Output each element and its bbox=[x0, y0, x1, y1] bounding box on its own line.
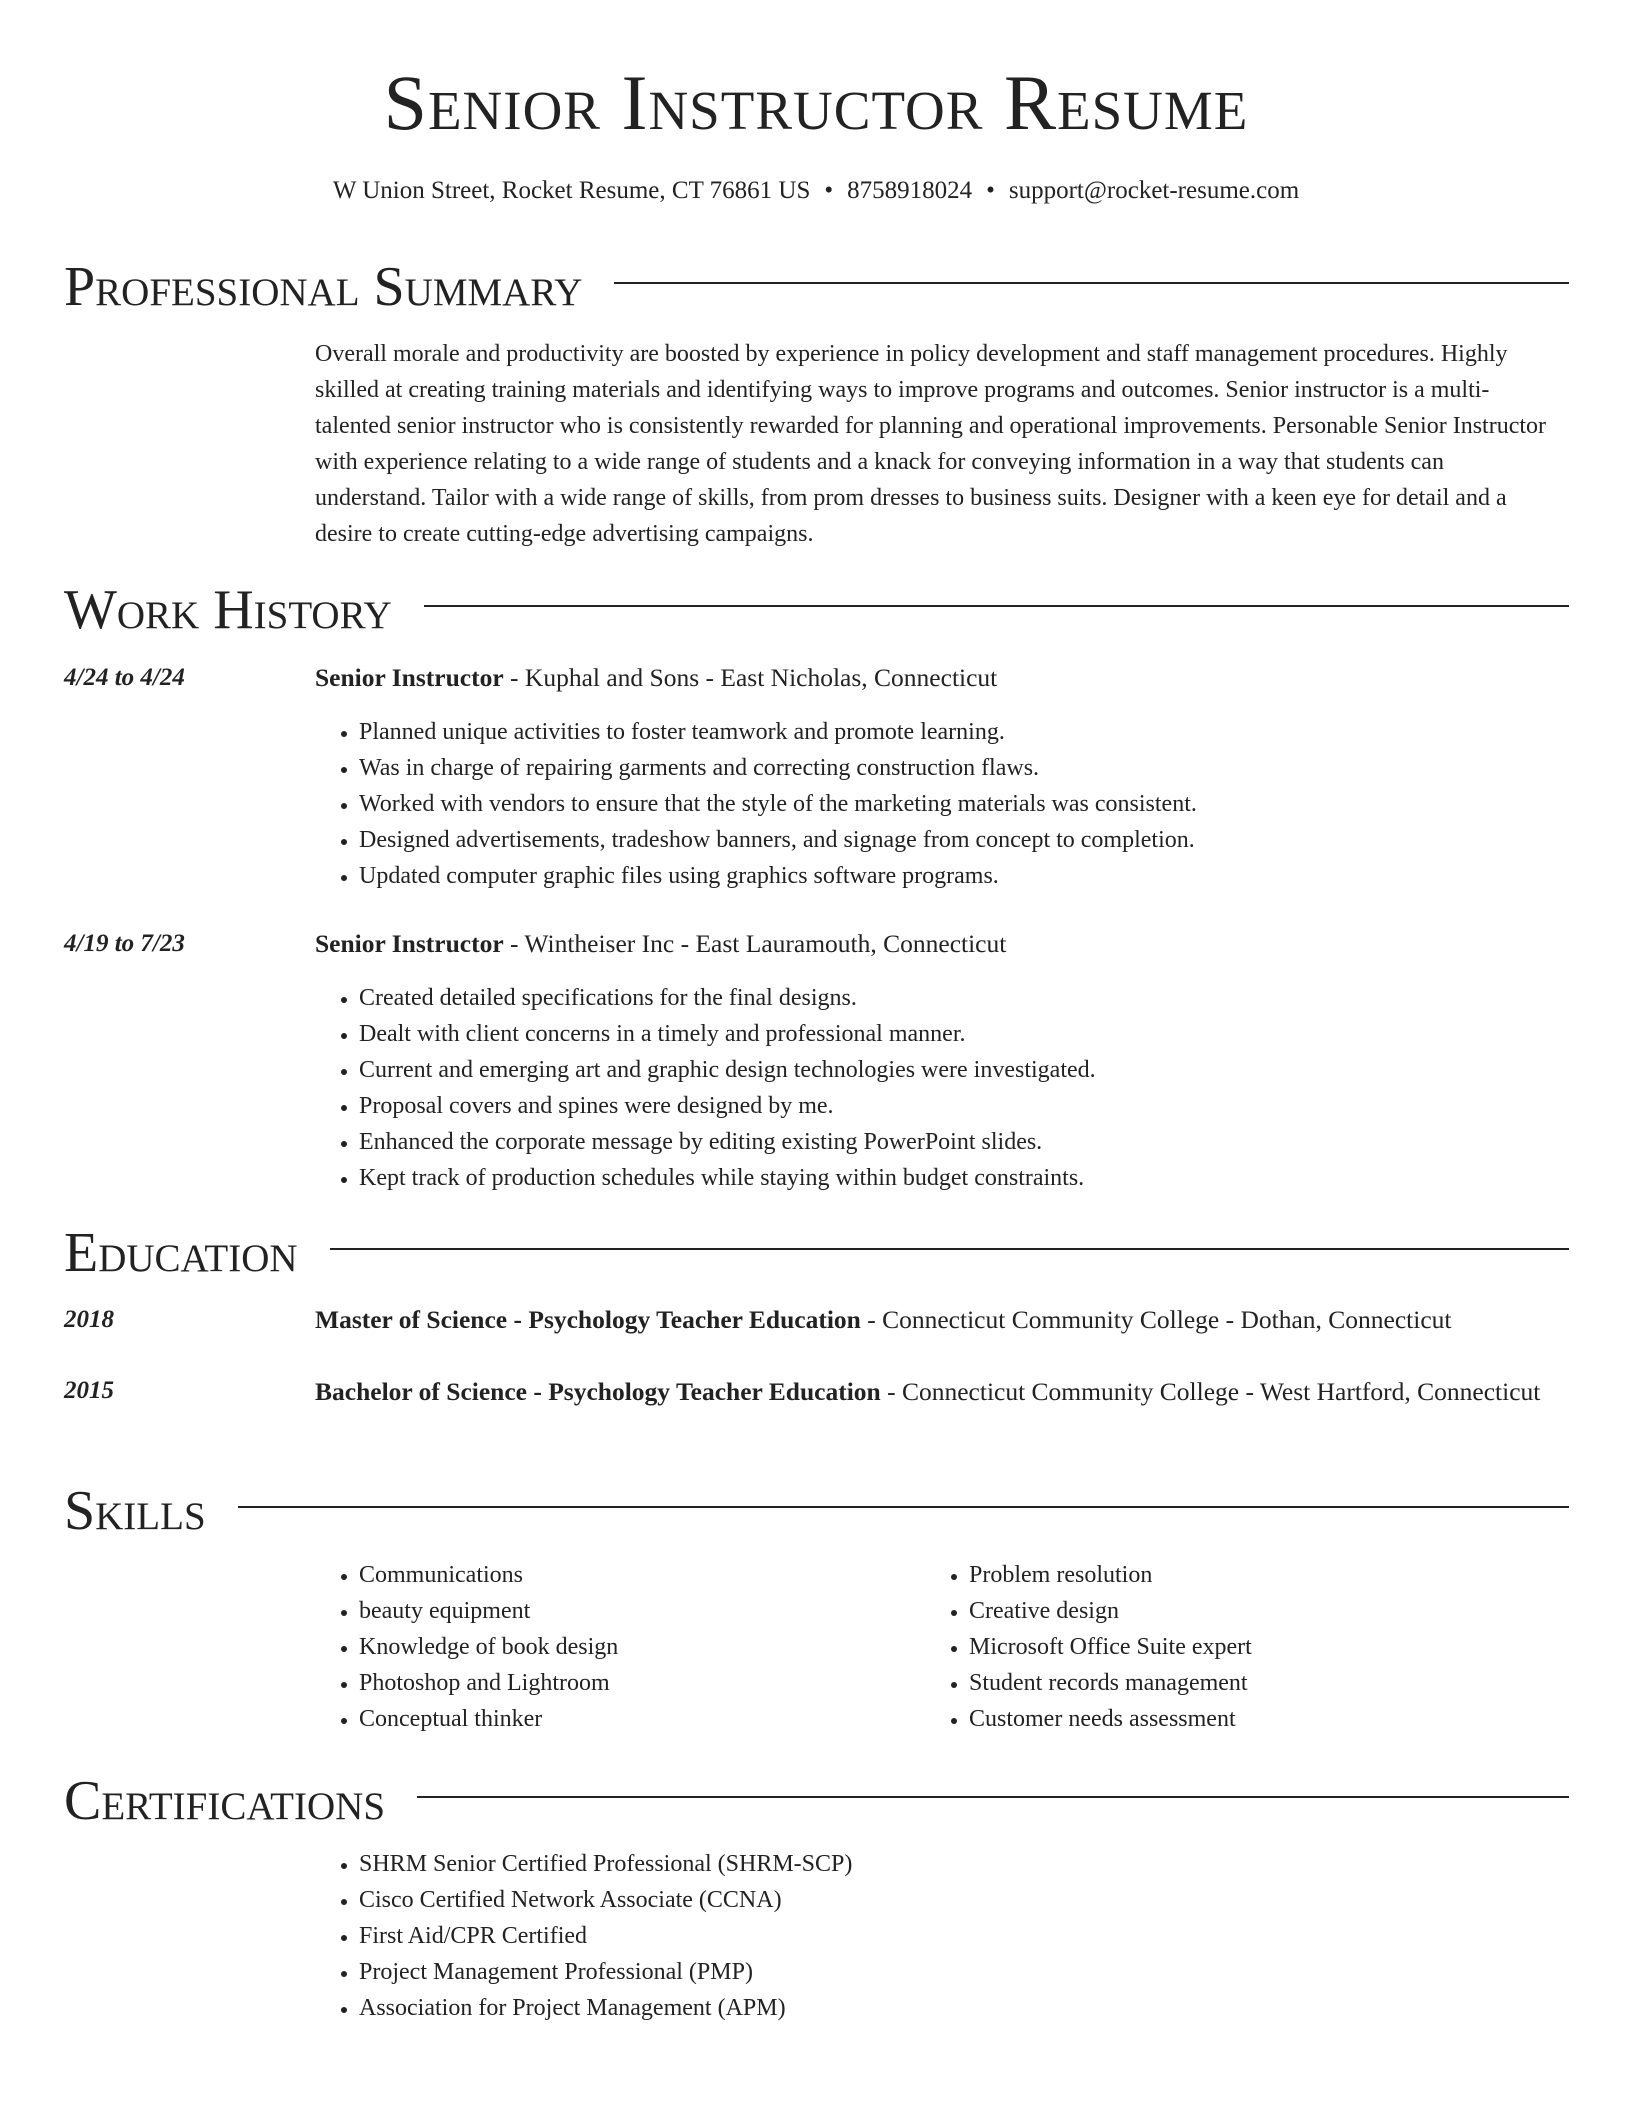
list-item: • Knowledge of book design bbox=[359, 1629, 618, 1665]
summary-text: Overall morale and productivity are boosted by experience in policy development and staff management procedures. Highly skilled at creating training materials and identifying ways to improve programs and outcomes. Senior instructor is a multi-talented senior instructor who is consistently rewarded for planning and operational improvements. Personable Senior Instructor with experience relating to a wide range of students and a knack for conveying information in a way that students can understand. Tailor with a wide range of skills, from prom dresses to business suits. Designer with a keen eye for detail and a desire to create cutting-edge advertising campaigns. bbox=[315, 341, 1547, 547]
section-header-education bbox=[64, 1218, 1569, 1288]
section-divider bbox=[424, 605, 1569, 607]
job-dates: 4/19 to 7/23 bbox=[64, 930, 185, 957]
section-header-work bbox=[64, 575, 1569, 645]
school-details: - Connecticut Community College - Dothan, Connecticut bbox=[860, 1305, 1452, 1334]
list-item: • Association for Project Management (APM) bbox=[359, 1990, 852, 2026]
list-item: • Planned unique activities to foster teamwork and promote learning. bbox=[359, 714, 1197, 750]
job-dates: 4/24 to 4/24 bbox=[64, 664, 185, 691]
list-item: • First Aid/CPR Certified bbox=[359, 1918, 852, 1954]
list-item: • Updated computer graphic files using graphics software programs. bbox=[359, 858, 1197, 894]
skills-list-right bbox=[925, 1557, 1252, 1737]
contact-phone: 8758918024 bbox=[847, 177, 973, 204]
list-item: • Conceptual thinker bbox=[359, 1701, 618, 1737]
contact-separator: • bbox=[986, 177, 995, 204]
education-year: 2018 bbox=[64, 1306, 114, 1333]
list-item: • Student records management bbox=[969, 1665, 1252, 1701]
list-item: • Microsoft Office Suite expert bbox=[969, 1629, 1252, 1665]
section-header-summary bbox=[64, 252, 1569, 322]
list-item: • Dealt with client concerns in a timely and professional manner. bbox=[359, 1016, 1096, 1052]
list-item: • Creative design bbox=[969, 1593, 1252, 1629]
contact-email[interactable]: support@rocket-resume.com bbox=[1008, 177, 1300, 204]
list-item: • Current and emerging art and graphic design technologies were investigated. bbox=[359, 1052, 1096, 1088]
section-title-summary: Professional Summary bbox=[64, 256, 583, 318]
education-year: 2015 bbox=[64, 1377, 114, 1404]
section-title-work: Work History bbox=[64, 579, 392, 641]
resume-title: Senior Instructor Resume bbox=[383, 59, 1249, 146]
job-heading bbox=[315, 926, 1560, 962]
list-item: • Created detailed specifications for the final designs. bbox=[359, 980, 1096, 1016]
contact-address: W Union Street, Rocket Resume, CT 76861 US bbox=[332, 177, 811, 204]
section-title-education: Education bbox=[64, 1222, 298, 1284]
section-divider bbox=[417, 1796, 1569, 1798]
list-item: • SHRM Senior Certified Professional (SHRM-SCP) bbox=[359, 1846, 852, 1882]
list-item: • Was in charge of repairing garments and correcting construction flaws. bbox=[359, 750, 1197, 786]
section-header-certifications bbox=[64, 1766, 1569, 1836]
education-entry bbox=[315, 1302, 1560, 1338]
job-title: Senior Instructor bbox=[315, 663, 504, 692]
certifications-list bbox=[315, 1846, 852, 2026]
contact-separator: • bbox=[824, 177, 834, 204]
list-item: • Problem resolution bbox=[969, 1557, 1252, 1593]
section-title-certifications: Certifications bbox=[64, 1770, 386, 1832]
list-item: • Customer needs assessment bbox=[969, 1701, 1252, 1737]
list-item: • Communications bbox=[359, 1557, 618, 1593]
job-heading bbox=[315, 660, 1560, 696]
job-bullets bbox=[315, 714, 1197, 894]
job-bullets bbox=[315, 980, 1096, 1196]
section-divider bbox=[238, 1506, 1569, 1508]
job-title: Senior Instructor bbox=[315, 929, 504, 958]
list-item: • Enhanced the corporate message by editing existing PowerPoint slides. bbox=[359, 1124, 1096, 1160]
list-item: • beauty equipment bbox=[359, 1593, 618, 1629]
list-item: • Photoshop and Lightroom bbox=[359, 1665, 618, 1701]
job-details: - Kuphal and Sons - East Nicholas, Connecticut bbox=[503, 663, 998, 692]
list-item: • Kept track of production schedules while staying within budget constraints. bbox=[359, 1160, 1096, 1196]
degree-title: Bachelor of Science - Psychology Teacher Education bbox=[315, 1377, 881, 1406]
section-header-skills bbox=[64, 1476, 1569, 1546]
list-item: • Worked with vendors to ensure that the style of the marketing materials was consistent. bbox=[359, 786, 1197, 822]
school-details: - Connecticut Community College - West Hartford, Connecticut bbox=[880, 1377, 1541, 1406]
section-divider bbox=[330, 1248, 1569, 1250]
contact-line bbox=[0, 174, 1632, 208]
skills-list-left bbox=[315, 1557, 618, 1737]
education-entry bbox=[315, 1373, 1560, 1411]
job-details: - Wintheiser Inc - East Lauramouth, Connecticut bbox=[503, 929, 1007, 958]
list-item: • Cisco Certified Network Associate (CCNA) bbox=[359, 1882, 852, 1918]
degree-title: Master of Science - Psychology Teacher Education bbox=[315, 1305, 861, 1334]
list-item: • Proposal covers and spines were designed by me. bbox=[359, 1088, 1096, 1124]
section-title-skills: Skills bbox=[64, 1480, 206, 1542]
list-item: • Designed advertisements, tradeshow banners, and signage from concept to completion. bbox=[359, 822, 1197, 858]
section-divider bbox=[614, 282, 1569, 284]
list-item: • Project Management Professional (PMP) bbox=[359, 1954, 852, 1990]
